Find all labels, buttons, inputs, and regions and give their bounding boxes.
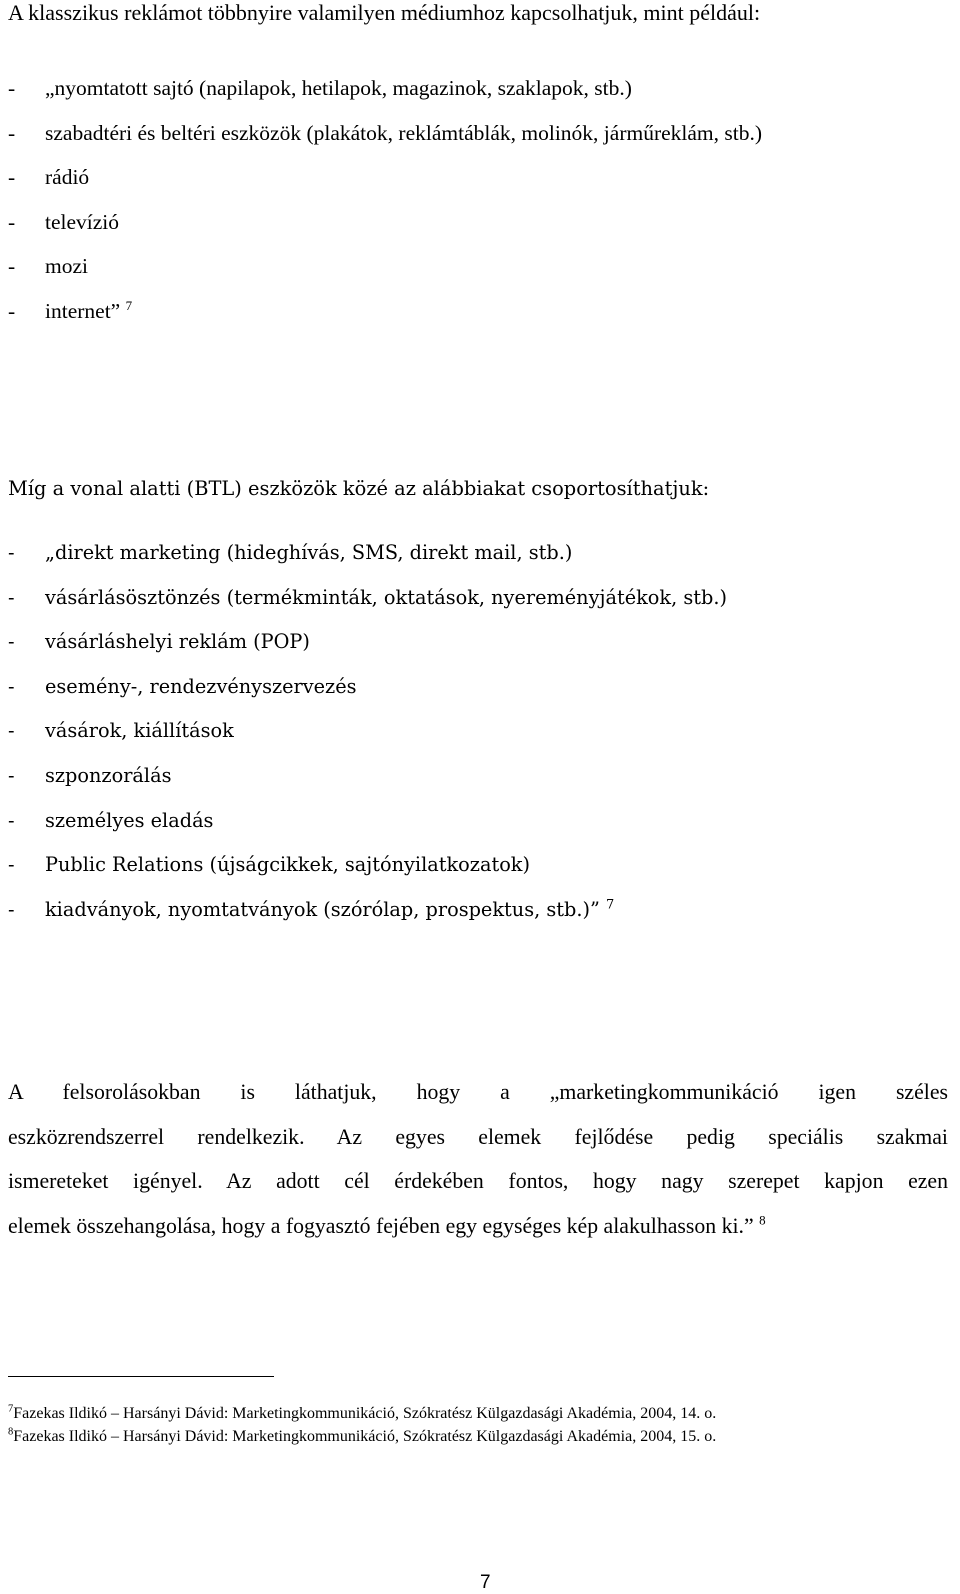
footnote-ref[interactable]: 8 bbox=[759, 1212, 766, 1228]
list-dash: - bbox=[8, 763, 15, 787]
list-dash: - bbox=[8, 719, 15, 743]
list-item-text: személyes eladás bbox=[45, 808, 214, 832]
paragraph-line-last bbox=[8, 1204, 948, 1249]
list-item-text: szponzorálás bbox=[45, 763, 172, 787]
list-dash: - bbox=[8, 298, 16, 323]
list-dash: - bbox=[8, 165, 16, 190]
footnote bbox=[8, 1427, 716, 1447]
list-item-text-with-ref bbox=[45, 298, 132, 324]
footnote-ref[interactable]: 7 bbox=[605, 897, 615, 913]
list-item-text-with-ref bbox=[45, 897, 614, 923]
btl-heading: Míg a vonal alatti (BTL) eszközök közé az alábbiakat csoportosíthatjuk: bbox=[8, 477, 710, 500]
list-item-text: kiadványok, nyomtatványok (szórólap, prospektus, stb.)” bbox=[45, 897, 600, 921]
footnote-number: 8 bbox=[8, 1426, 14, 1438]
paragraph-line: ismereteket igényel. Az adott cél érdekében fontos, hogy nagy szerepet kapjon ezen bbox=[8, 1169, 948, 1194]
footnote-ref[interactable]: 7 bbox=[125, 297, 133, 313]
list-item-text: szabadtéri és beltéri eszközök (plakátok, reklámtáblák, molinók, járműreklám, stb.) bbox=[45, 120, 763, 145]
page-number: 7 bbox=[480, 1572, 491, 1593]
list-dash: - bbox=[8, 254, 16, 279]
paragraph-line: A felsorolásokban is láthatjuk, hogy a „marketingkommunikáció igen széles bbox=[8, 1080, 948, 1104]
list-dash: - bbox=[8, 897, 15, 921]
list-dash: - bbox=[8, 541, 15, 564]
footnote-text: Fazekas Ildikó – Harsányi Dávid: Marketingkommunikáció, Szókratész Külgazdasági Akadémia, 2004, 14. o. bbox=[13, 1405, 717, 1422]
list-dash: - bbox=[8, 674, 15, 698]
list-item-text: rádió bbox=[45, 165, 90, 190]
intro-text: A klasszikus reklámot többnyire valamilyen médiumhoz kapcsolhatjuk, mint például: bbox=[8, 0, 761, 25]
footnote-number: 7 bbox=[8, 1403, 14, 1415]
paragraph-line: eszközrendszerrel rendelkezik. Az egyes elemek fejlődése pedig speciális szakmai bbox=[8, 1124, 948, 1149]
list-item-text: „nyomtatott sajtó (napilapok, hetilapok, magazinok, szaklapok, stb.) bbox=[45, 76, 632, 100]
list-item-text: Public Relations (újságcikkek, sajtónyilatkozatok) bbox=[45, 853, 531, 877]
footnote bbox=[8, 1404, 716, 1424]
list-item-text: televízió bbox=[45, 209, 120, 234]
list-dash: - bbox=[8, 630, 15, 654]
list-item-text: vásárlásösztönzés (termékminták, oktatások, nyereményjátékok, stb.) bbox=[45, 585, 727, 609]
list-item-text: mozi bbox=[45, 254, 88, 279]
list-dash: - bbox=[8, 808, 15, 832]
list-item-text: esemény-, rendezvényszervezés bbox=[45, 674, 357, 698]
list-item-text: vásárláshelyi reklám (POP) bbox=[45, 630, 310, 654]
list-dash: - bbox=[8, 853, 15, 877]
list-dash: - bbox=[8, 209, 16, 234]
body-paragraph bbox=[8, 1070, 948, 1248]
list-dash: - bbox=[8, 76, 16, 100]
list-dash: - bbox=[8, 120, 16, 145]
list-item-text: vásárok, kiállítások bbox=[45, 719, 234, 743]
list-item-text: internet” bbox=[45, 298, 121, 323]
footnote-text: Fazekas Ildikó – Harsányi Dávid: Marketingkommunikáció, Szókratész Külgazdasági Akadémia, 2004, 15. o. bbox=[13, 1428, 717, 1445]
paragraph-line: elemek összehangolása, hogy a fogyasztó fejében egy egységes kép alakulhasson ki.” bbox=[8, 1213, 754, 1238]
footnote-separator bbox=[8, 1376, 274, 1377]
list-item-text: „direkt marketing (hideghívás, SMS, direkt mail, stb.) bbox=[45, 541, 573, 564]
list-dash: - bbox=[8, 585, 15, 609]
